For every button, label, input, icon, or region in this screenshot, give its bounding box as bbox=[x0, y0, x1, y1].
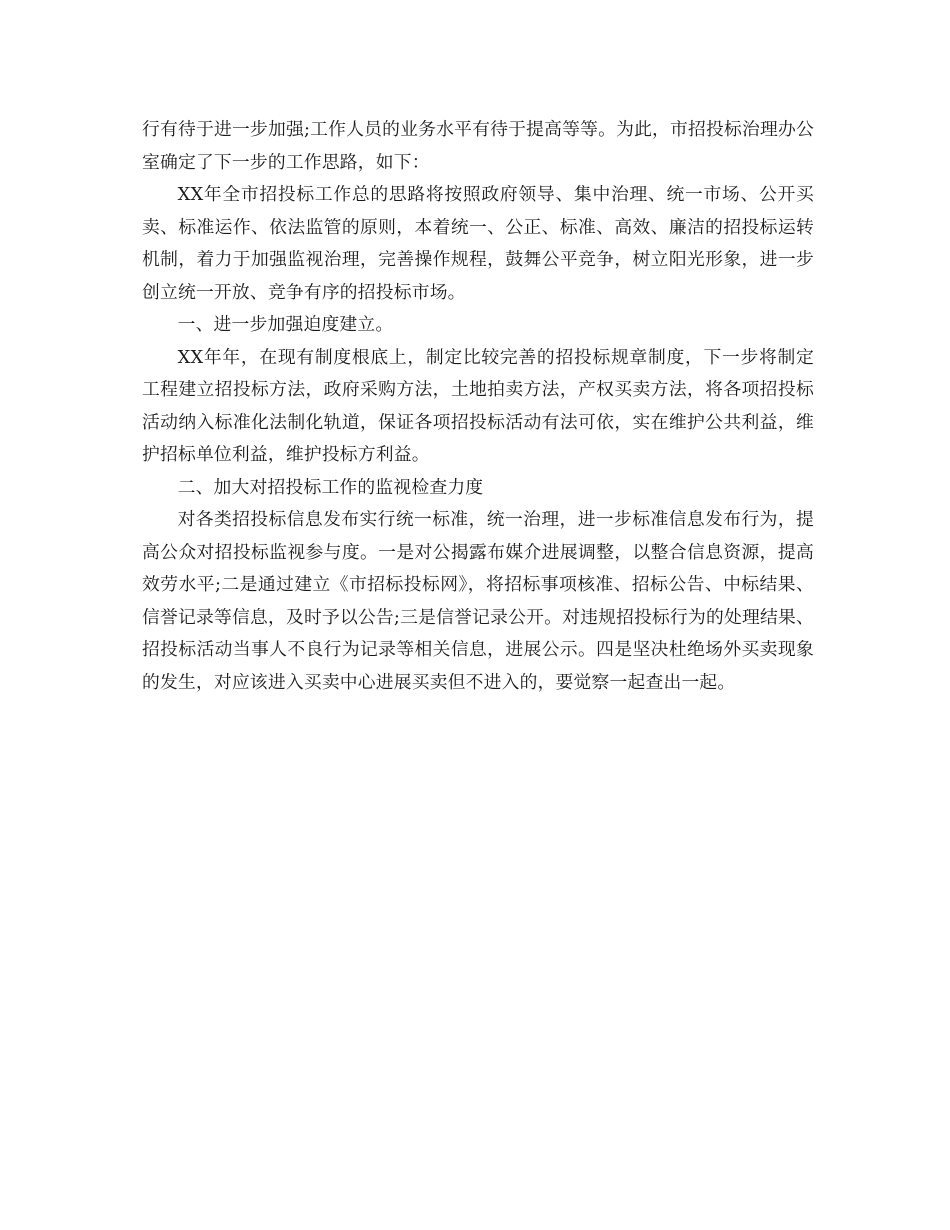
document-body bbox=[142, 114, 814, 699]
paragraph-1: 行有待于进一步加强;工作人员的业务水平有待于提高等等。为此，市招投标治理办公室确定了下一步的工作思路，如下： bbox=[142, 119, 814, 173]
paragraph-3: XX年年，在现有制度根底上，制定比较完善的招投标规章制度，下一步将制定工程建立招投标方法，政府采购方法，土地拍卖方法，产权买卖方法，将各项招投标活动纳入标准化法制化轨道，保证各项招投标活动有法可依，实在维护公共利益，维护招标单位利益，维护投标方利益。 bbox=[142, 346, 814, 465]
paragraph-2: XX年全市招投标工作总的思路将按照政府领导、集中治理、统一市场、公开买卖、标准运作、依法监管的原则，本着统一、公正、标准、高效、廉洁的招投标运转机制，着力于加强监视治理，完善操作规程，鼓舞公平竞争，树立阳光形象，进一步创立统一开放、竞争有序的招投标市场。 bbox=[142, 184, 814, 303]
section-heading-1: 一、进一步加强迫度建立。 bbox=[177, 314, 394, 335]
paragraph-4: 对各类招投标信息发布实行统一标准，统一治理，进一步标准信息发布行为，提高公众对招投标监视参与度。一是对公揭露布媒介进展调整，以整合信息资源，提高效劳水平;二是通过建立《市招标投标网》，将招标事项核准、招标公告、中标结果、信誉记录等信息，及时予以公告;三是信誉记录公开。对违规招投标行为的处理结果、招投标活动当事人不良行为记录等相关信息，进展公示。四是坚决杜绝场外买卖现象的发生，对应该进入买卖中心进展买卖但不进入的，要觉察一起查出一起。 bbox=[142, 509, 814, 693]
section-heading-2: 二、加大对招投标工作的监视检查力度 bbox=[177, 476, 484, 498]
